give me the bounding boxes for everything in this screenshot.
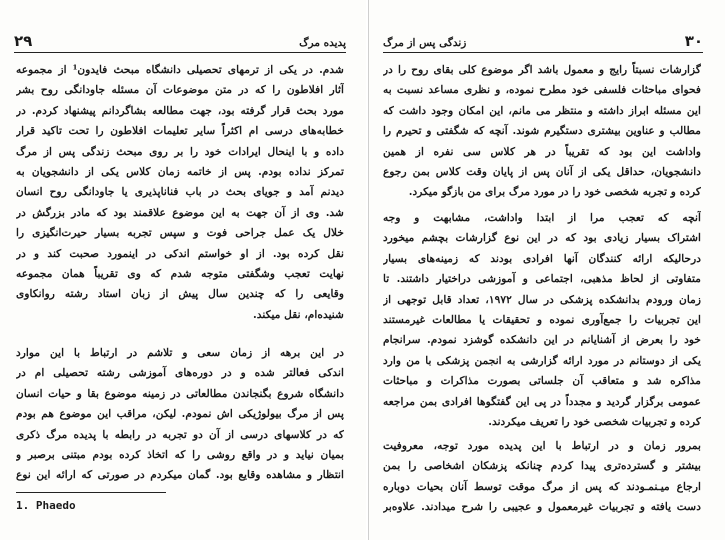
text-line: کرده و تجربه شخصی خود را در مورد مرگ برای من بازگو میکرد. (408, 185, 701, 199)
text-line: دانشجویان، حداقل یکی از آنان پس از پایان وقت کلاس بمن رجوع (383, 164, 701, 178)
text-line: ارجاع میـنمـودند که پس از مرگ موقت توسط آنان بحیات دوباره (383, 479, 701, 493)
text-line: فحوای مباحثات فلسفی خود مطرح نموده، و نظری مساعد نسبت به (383, 83, 701, 97)
left-page-header (14, 28, 346, 53)
text-line: داده و با اینحال ایرادات خود را بر روی مبحث زندگی پس از مرگ (16, 144, 344, 158)
text-line: آنچه که تعجب مرا از ابتدا واداشت، مشابهت و وجه (383, 211, 701, 224)
text-line: مذاکره شد و متعاقب آن جلساتی بصورت مذاکرات و مباحثات (383, 374, 701, 388)
right-paragraph-2 (383, 208, 701, 432)
text-line: اشتراک بسیار زیادی بود که در این نوع گزارشات بچشم میخورد (383, 231, 701, 245)
text-line: که در کلاسهای درسی از آن دو تجربه در رابطه با پدیده مرگ ذکری (16, 427, 344, 441)
text-line: بمرور زمان و در ارتباط با این پدیده مورد توجه، معروفیت (383, 439, 701, 452)
running-title: پدیده مرگ (299, 37, 346, 49)
running-title: زندگی پس از مرگ (383, 37, 467, 49)
text-line: مطالب و عناوین بیشتری دستگیرم شوند. آنچه که شگفتی و تحیرم را (383, 124, 701, 138)
text-line: خلال یک عمل جراحی فوت و سپس تجربه بسیار حیرت‌انگیزی را (16, 226, 344, 240)
text-line: وقایعی را که چندین سال پیش از زبان استاد رشته روانکاوی (16, 287, 344, 301)
text-line: در این برهه از زمان سعی و تلاشم در ارتباط با این موارد (16, 346, 344, 359)
text-line: گزارشات نسبتاً رایج و معمول باشد اگر موضوع کلی بقای روح را در (383, 63, 701, 76)
text-line: عمومی برگزار گردید و مجدداً در پی این گفتگوها افرادی بمن مراجعه (383, 394, 701, 408)
text-line: این تجربیات را جمع‌آوری نموده و تحقیقات یا مطالعات غیرمستند (383, 312, 701, 326)
text-line: شدم. در یکی از ترمهای تحصیلی دانشگاه مبحث فایدون¹ از مجموعه (16, 63, 344, 76)
text-line: شد. وی از آن جهت به این موضوع علاقمند بود که مادر بزرگش در (16, 205, 344, 219)
text-line: آثار افلاطون را که در متن موضوعات آن مسئله جاودانگی روح بشر (16, 83, 344, 97)
text-line: اندکی فعالتر شده و در دوره‌های آموزشی رشته تحصیلی ام در (16, 366, 344, 380)
text-line: دست یافته و تجربیات غیرمعمول و عجیبی را شرح میدادند. علاوه‌بر (383, 500, 701, 514)
text-line: انتظار و مشاهده وقایع بود. گمان میکردم در صورتی که ارائه این نوع (16, 468, 344, 482)
text-line: خود را بعرض از آشنایانم در این دانشکده گوشزد نمودم. سرانجام (383, 333, 701, 347)
text-line: بمیان نیاید و در واقع روشی را که اتخاذ کرده بودم مبتنی برصبر و (16, 447, 344, 461)
right-paragraph-3 (383, 436, 701, 518)
page-number: ۳۰ (684, 32, 703, 50)
text-line: دیدنم آمد و جویای بحث در باب فناناپذیری یا جاودانگی روح انسان (16, 185, 344, 199)
text-line: نقل کرده بود. از او خواستم اندکی در اینمورد صحبت کند و در (16, 246, 344, 260)
right-page (368, 0, 725, 540)
right-paragraph-1 (383, 60, 701, 203)
text-line: نهایت تعجب وشگفتی متوجه شدم که وی تقریباً همان مجموعه (16, 266, 344, 280)
text-line: زمان ورودم بدانشکده پزشکی در سال ۱۹۷۲، تعداد قابل توجهی از (383, 292, 701, 306)
text-line: یکی از دوستانم در مورد ارائه گزارشی به انجمن پزشکی با من وارد (383, 353, 701, 367)
left-paragraph-2 (16, 343, 344, 486)
text-line: کرده و تجربیات شخصی خود را تعریف میکردند. (488, 414, 701, 428)
text-line: خطابه‌های درسی ام اکثراً سایر تعلیمات افلاطون را تحت تاکید قرار (16, 124, 344, 138)
text-line: درحالیکه ارائه کنندگان آنها افرادی بودند که زمینه‌های بسیار (383, 251, 701, 265)
text-line: مورد بحث قرار گرفته بود، جهت مطالعه بشاگردانم پیشنهاد کردم. در (16, 103, 344, 117)
right-page-header (383, 28, 703, 53)
left-paragraph-1 (16, 60, 344, 325)
text-line: بیشتر و گسترده‌تری پیدا کردم چنانکه پزشکان اشخاصی را بمن (383, 459, 701, 473)
text-line: دانشگاه شروع بگنجاندن مطالعاتی در زمینه موضوع بقا و حیات انسان (16, 386, 344, 400)
footnote-divider (16, 492, 166, 493)
text-line: واداشت این بود که تقریباً در هر کلاس سی نفره از همین (383, 144, 701, 158)
footnote: 1. Phaedo (16, 499, 76, 512)
text-line: متفاوتی از لحاظ مذهبی، اجتماعی و آموزشی دراختیار داشتند. تا (383, 272, 701, 286)
text-line: شنیده‌ام، نقل میکند. (253, 307, 344, 321)
page-number: ۲۹ (14, 32, 33, 50)
text-line: این مسئله ابراز داشته و منتظر می مانم، این امکان وجود داشت که (383, 103, 701, 117)
text-line: پس از مرگ بیولوژیکی اش نمودم. لیکن، مراقب این موضوع هم بودم (16, 407, 344, 421)
text-line: تمرکز نداده بودم. پس از خاتمه زمان کلاس یکی از دانشجویان به (16, 164, 344, 178)
